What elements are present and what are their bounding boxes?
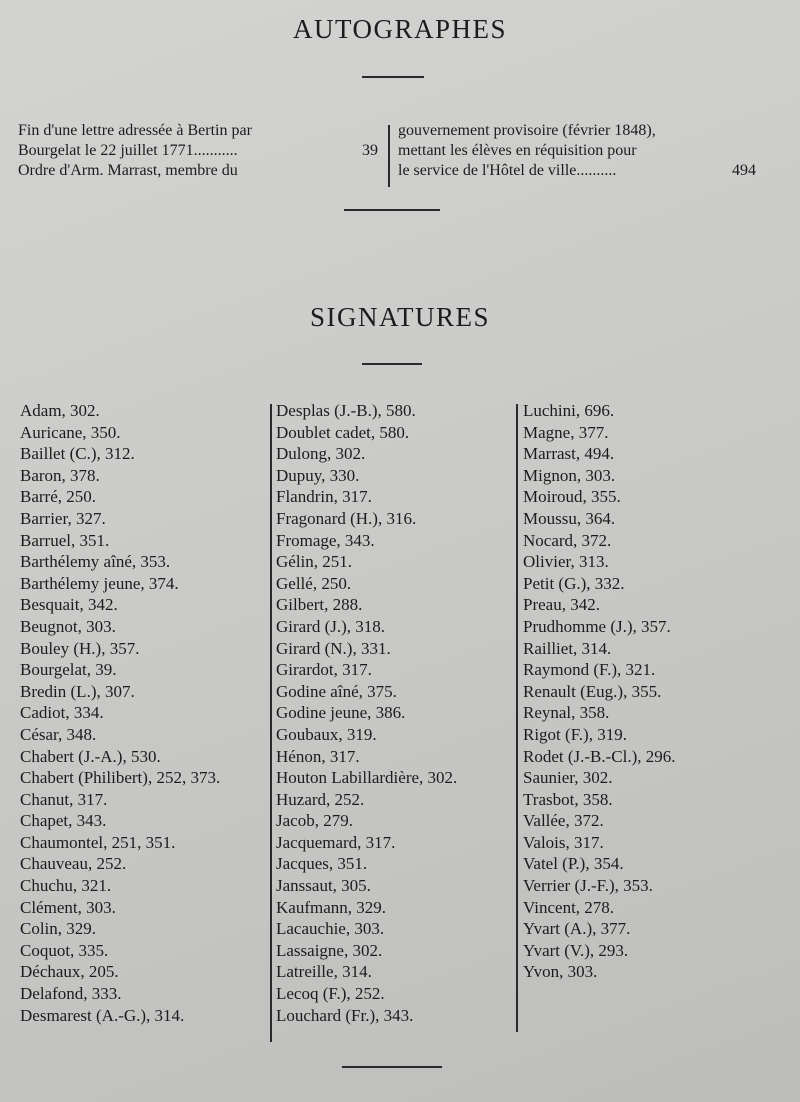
signature-entry: Colin, 329.	[20, 919, 97, 939]
signature-entry: Chuchu, 321.	[20, 876, 112, 896]
signature-entry: Beugnot, 303.	[20, 616, 116, 636]
entry-text: Ordre d'Arm. Marrast, membre du	[18, 162, 238, 179]
signature-entry: Renault (Eug.), 355.	[523, 681, 662, 701]
signature-entry: Chaumontel, 251, 351.	[20, 832, 176, 852]
autograph-entry-right	[398, 122, 756, 182]
entry-text: gouvernement provisoire (février 1848),	[398, 122, 656, 139]
signature-entry: Rigot (F.), 319.	[523, 724, 627, 744]
entry-line	[398, 162, 756, 182]
signature-entry: Olivier, 313.	[523, 552, 609, 572]
signature-entry: Yvart (V.), 293.	[523, 940, 629, 960]
signature-entry: Chabert (Philibert), 252, 373.	[20, 768, 221, 788]
signature-entry: Janssaut, 305.	[276, 876, 371, 896]
signature-entry: Yvon, 303.	[523, 962, 598, 982]
entry-line	[18, 142, 378, 162]
signature-entry: Besquait, 342.	[20, 595, 118, 615]
signature-entry: Luchini, 696.	[523, 401, 615, 420]
signatures-column-3	[523, 400, 676, 983]
entry-text: le service de l'Hôtel de ville..........	[398, 162, 617, 179]
signature-entry: Marrast, 494.	[523, 444, 615, 464]
signature-entry: Lecoq (F.), 252.	[276, 984, 385, 1004]
signature-entry: Valois, 317.	[523, 832, 604, 852]
signature-entry: Bredin (L.), 307.	[20, 681, 135, 701]
signature-entry: Déchaux, 205.	[20, 962, 119, 982]
signature-entry: Chanut, 317.	[20, 789, 108, 809]
signature-entry: Fromage, 343.	[276, 530, 375, 550]
signature-entry: Raymond (F.), 321.	[523, 660, 656, 680]
signature-entry: Moussu, 364.	[523, 508, 616, 528]
entry-line	[398, 122, 756, 142]
signature-entry: Auricane, 350.	[20, 422, 121, 442]
signature-entry: Chapet, 343.	[20, 811, 107, 831]
signature-entry: Vatel (P.), 354.	[523, 854, 624, 874]
signature-entry: Mignon, 303.	[523, 465, 616, 485]
signature-entry: Barruel, 351.	[20, 530, 110, 550]
signature-entry: Adam, 302.	[20, 401, 100, 420]
column-divider	[270, 404, 272, 1042]
signature-entry: Girard (N.), 331.	[276, 638, 391, 658]
signature-entry: Barrier, 327.	[20, 508, 106, 528]
title-rule	[362, 76, 424, 78]
signature-entry: Huzard, 252.	[276, 789, 365, 809]
entry-text: Bourgelat le 22 juillet 1771...........	[18, 142, 238, 159]
entry-line	[18, 162, 378, 182]
signature-entry: Gilbert, 288.	[276, 595, 363, 615]
title-rule	[362, 363, 422, 365]
section-rule	[342, 1066, 442, 1068]
signature-entry: Verrier (J.-F.), 353.	[523, 876, 653, 896]
signature-entry: Clément, 303.	[20, 897, 116, 917]
signature-entry: Vincent, 278.	[523, 897, 615, 917]
signature-entry: Jacob, 279.	[276, 811, 353, 831]
signature-entry: Flandrin, 317.	[276, 487, 372, 507]
signature-entry: Fragonard (H.), 316.	[276, 508, 417, 528]
entry-line	[398, 142, 756, 162]
signature-entry: Girard (J.), 318.	[276, 616, 386, 636]
signature-entry: Rodet (J.-B.-Cl.), 296.	[523, 746, 676, 766]
signature-entry: Gélin, 251.	[276, 552, 353, 572]
signature-entry: Nocard, 372.	[523, 530, 612, 550]
signature-entry: Hénon, 317.	[276, 746, 360, 766]
signature-entry: Moiroud, 355.	[523, 487, 621, 507]
entry-page-number: 494	[732, 162, 756, 179]
signature-entry: Chauveau, 252.	[20, 854, 127, 874]
signature-entry: César, 348.	[20, 724, 97, 744]
autograph-entry-left	[18, 122, 378, 182]
signature-entry: Prudhomme (J.), 357.	[523, 616, 671, 636]
signature-entry: Petit (G.), 332.	[523, 573, 625, 593]
signature-entry: Dupuy, 330.	[276, 465, 360, 485]
section-rule	[344, 209, 440, 211]
entry-text: mettant les élèves en réquisition pour	[398, 142, 637, 159]
signature-entry: Railliet, 314.	[523, 638, 612, 658]
signature-entry: Magne, 377.	[523, 422, 609, 442]
signature-entry: Jacques, 351.	[276, 854, 368, 874]
signature-entry: Godine jeune, 386.	[276, 703, 406, 723]
signature-entry: Baron, 378.	[20, 465, 100, 485]
entry-page-number: 39	[362, 142, 378, 159]
signature-entry: Chabert (J.-A.), 530.	[20, 746, 161, 766]
signature-entry: Vallée, 372.	[523, 811, 604, 831]
signature-entry: Coquot, 335.	[20, 940, 109, 960]
signature-entry: Houton Labillardière, 302.	[276, 768, 458, 788]
signature-entry: Barthélemy aîné, 353.	[20, 552, 171, 572]
signature-entry: Godine aîné, 375.	[276, 681, 397, 701]
signature-entry: Girardot, 317.	[276, 660, 372, 680]
signature-entry: Jacquemard, 317.	[276, 832, 396, 852]
signature-entry: Barthélemy jeune, 374.	[20, 573, 179, 593]
signature-entry: Barré, 250.	[20, 487, 97, 507]
signature-entry: Delafond, 333.	[20, 984, 122, 1004]
entry-text: Fin d'une lettre adressée à Bertin par	[18, 122, 252, 139]
signature-entry: Yvart (A.), 377.	[523, 919, 631, 939]
signature-entry: Doublet cadet, 580.	[276, 422, 410, 442]
signature-entry: Preau, 342.	[523, 595, 600, 615]
signature-entry: Latreille, 314.	[276, 962, 372, 982]
autographes-title: AUTOGRAPHES	[292, 14, 508, 44]
signature-entry: Desmarest (A.-G.), 314.	[20, 1005, 185, 1025]
column-divider	[516, 404, 518, 1032]
signatures-column-1	[20, 400, 220, 1026]
signature-entry: Gellé, 250.	[276, 573, 352, 593]
signature-entry: Saunier, 302.	[523, 768, 613, 788]
column-divider	[388, 125, 390, 187]
entry-line	[18, 122, 378, 142]
signature-entry: Lacauchie, 303.	[276, 919, 385, 939]
signatures-title: SIGNATURES	[309, 302, 491, 332]
signature-entry: Bouley (H.), 357.	[20, 638, 140, 658]
signature-entry: Cadiot, 334.	[20, 703, 104, 723]
signature-entry: Dulong, 302.	[276, 444, 366, 464]
signature-entry: Kaufmann, 329.	[276, 897, 387, 917]
signature-entry: Bourgelat, 39.	[20, 660, 117, 680]
signature-entry: Louchard (Fr.), 343.	[276, 1005, 414, 1025]
signature-entry: Lassaigne, 302.	[276, 940, 383, 960]
signature-entry: Desplas (J.-B.), 580.	[276, 401, 416, 420]
signature-entry: Reynal, 358.	[523, 703, 610, 723]
signature-entry: Goubaux, 319.	[276, 724, 377, 744]
signature-entry: Trasbot, 358.	[523, 789, 613, 809]
signature-entry: Baillet (C.), 312.	[20, 444, 135, 464]
signatures-column-2	[276, 400, 457, 1026]
